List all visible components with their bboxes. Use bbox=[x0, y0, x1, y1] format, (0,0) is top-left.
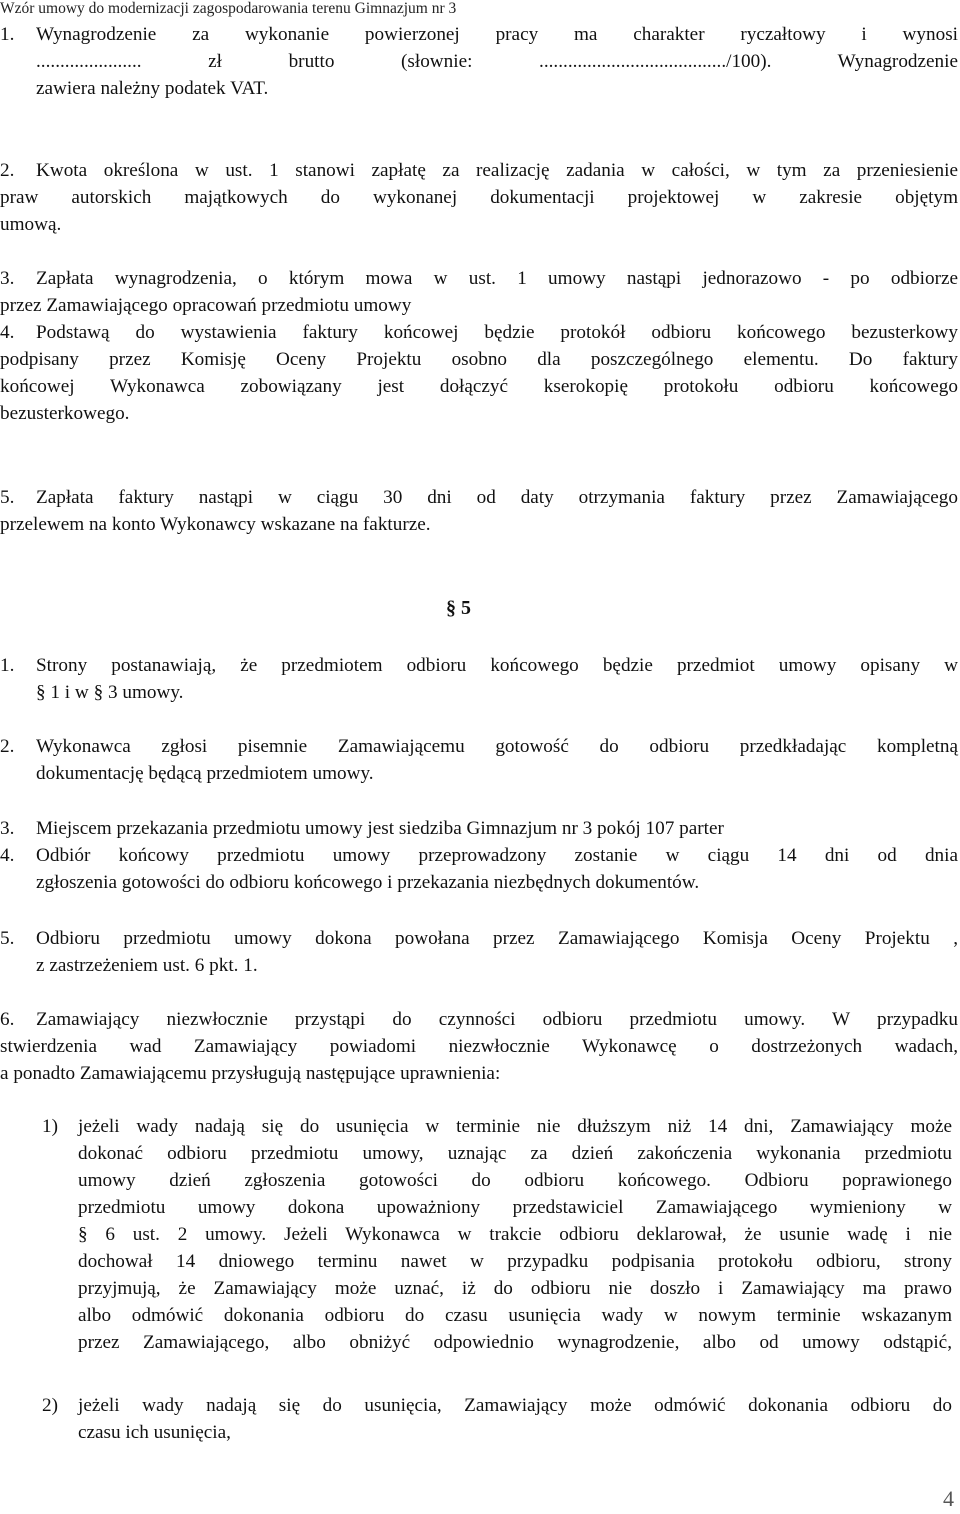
paragraph-line: przez Zamawiającego opracowań przedmiotu umowy bbox=[0, 295, 412, 316]
paragraph-number: 3. bbox=[0, 268, 15, 289]
paragraph-line: Zapłata wynagrodzenia, o którym mowa w ust. 1 umowy nastąpi jednorazowo - po odbiorze bbox=[36, 268, 958, 289]
subitem-line: przedmiotu umowy dokona upoważniony przedstawiciel Zamawiającego wymieniony w bbox=[78, 1197, 952, 1218]
paragraph-4-3 bbox=[0, 265, 958, 319]
paragraph-line: zgłoszenia gotowości do odbioru końcowego i przekazania niezbędnych dokumentów. bbox=[36, 872, 700, 893]
paragraph-number: 5. bbox=[0, 487, 15, 508]
subitem-line: umowy dzień zgłoszenia gotowości do odbioru końcowego. Odbioru poprawionego bbox=[78, 1170, 952, 1191]
page-header: Wzór umowy do modernizacji zagospodarowania terenu Gimnazjum nr 3 bbox=[0, 0, 457, 17]
paragraph-4-4 bbox=[0, 319, 958, 427]
paragraph-line: bezusterkowego. bbox=[0, 403, 130, 424]
paragraph-line: Podstawą do wystawienia faktury końcowej będzie protokół odbioru końcowego bezusterkowy bbox=[36, 322, 958, 343]
paragraph-line: praw autorskich majątkowych do wykonanej dokumentacji projektowej w zakresie objętym bbox=[0, 187, 958, 208]
paragraph-number: 5. bbox=[0, 928, 15, 949]
paragraph-line: stwierdzenia wad Zamawiający powiadomi niezwłocznie Wykonawcę o dostrzeżonych wadach, bbox=[0, 1036, 958, 1057]
paragraph-line: dokumentację będącą przedmiotem umowy. bbox=[36, 763, 374, 784]
paragraph-line: Odbioru przedmiotu umowy dokona powołana przez Zamawiającego Komisja Oceny Projektu , bbox=[36, 928, 958, 949]
paragraph-line: Strony postanawiają, że przedmiotem odbioru końcowego będzie przedmiot umowy opisany w bbox=[36, 655, 958, 676]
paragraph-line: Miejscem przekazania przedmiotu umowy jest siedziba Gimnazjum nr 3 pokój 107 parter bbox=[36, 818, 724, 839]
subitem-line: § 6 ust. 2 umowy. Jeżeli Wykonawca w trakcie odbioru deklarował, że usunie wadę i nie bbox=[78, 1224, 952, 1245]
paragraph-number: 2. bbox=[0, 736, 15, 757]
paragraph-number: 6. bbox=[0, 1009, 15, 1030]
subitem-line: przez Zamawiającego, albo obniżyć odpowiednio wynagrodzenie, albo od umowy odstąpić, bbox=[78, 1332, 952, 1353]
paragraph-line: przelewem na konto Wykonawcy wskazane na fakturze. bbox=[0, 514, 431, 535]
paragraph-5-1 bbox=[0, 652, 958, 706]
paragraph-number: 1. bbox=[0, 655, 15, 676]
paragraph-line: podpisany przez Komisję Oceny Projektu osobno dla poszczególnego elementu. Do faktury bbox=[0, 349, 958, 370]
paragraph-line: § 1 i w § 3 umowy. bbox=[36, 682, 184, 703]
paragraph-line: ...................... zł brutto (słownie: ......................................./100). Wynagrodzenie bbox=[36, 51, 958, 72]
paragraph-number: 4. bbox=[0, 322, 15, 343]
subitem-line: albo odmówić dokonania odbioru do czasu usunięcia wady w nowym terminie wskazanym bbox=[78, 1305, 952, 1326]
paragraph-line: umową. bbox=[0, 214, 62, 235]
paragraph-5-5 bbox=[0, 925, 958, 979]
paragraph-4-2 bbox=[0, 157, 958, 238]
paragraph-line: zawiera należny podatek VAT. bbox=[36, 78, 269, 99]
paragraph-4-5 bbox=[0, 484, 958, 538]
subitem-line: dokonać odbioru przedmiotu umowy, uznając za dzień zakończenia wykonania przedmiotu bbox=[78, 1143, 952, 1164]
paragraph-line: Zapłata faktury nastąpi w ciągu 30 dni od daty otrzymania faktury przez Zamawiającego bbox=[36, 487, 958, 508]
subitem-number: 2) bbox=[42, 1395, 58, 1416]
paragraph-line: Zamawiający niezwłocznie przystąpi do czynności odbioru przedmiotu umowy. W przypadku bbox=[36, 1009, 958, 1030]
paragraph-5-3 bbox=[0, 815, 958, 842]
paragraph-line: Kwota określona w ust. 1 stanowi zapłatę za realizację zadania w całości, w tym za przeniesienie bbox=[36, 160, 958, 181]
page-number: 4 bbox=[943, 1486, 954, 1511]
paragraph-5-2 bbox=[0, 733, 958, 787]
paragraph-line: Wykonawca zgłosi pisemnie Zamawiającemu gotowość do odbioru przedkładając kompletną bbox=[36, 736, 958, 757]
paragraph-line: z zastrzeżeniem ust. 6 pkt. 1. bbox=[36, 955, 258, 976]
paragraph-line: a ponadto Zamawiającemu przysługują następujące uprawnienia: bbox=[0, 1063, 501, 1084]
subitem-line: jeżeli wady nadają się do usunięcia w terminie nie dłuższym niż 14 dni, Zamawiający może bbox=[78, 1116, 952, 1137]
paragraph-5-6 bbox=[0, 1006, 958, 1087]
paragraph-5-4 bbox=[0, 842, 958, 896]
subitem-1 bbox=[42, 1113, 952, 1356]
paragraph-line: Odbiór końcowy przedmiotu umowy przeprowadzony zostanie w ciągu 14 dni od dnia bbox=[36, 845, 958, 866]
paragraph-number: 2. bbox=[0, 160, 15, 181]
paragraph-4-1 bbox=[0, 21, 958, 102]
paragraph-line: Wynagrodzenie za wykonanie powierzonej pracy ma charakter ryczałtowy i wynosi bbox=[36, 24, 958, 45]
paragraph-line: końcowej Wykonawca zobowiązany jest dołączyć kserokopię protokołu odbioru końcowego bbox=[0, 376, 958, 397]
subitem-line: przyjmują, że Zamawiający może uznać, iż do odbioru nie doszło i Zamawiający ma prawo bbox=[78, 1278, 952, 1299]
section-heading: § 5 bbox=[446, 597, 471, 619]
paragraph-number: 1. bbox=[0, 24, 15, 45]
subitem-number: 1) bbox=[42, 1116, 58, 1137]
paragraph-number: 4. bbox=[0, 845, 15, 866]
subitem-line: czasu ich usunięcia, bbox=[78, 1422, 231, 1443]
subitem-line: jeżeli wady nadają się do usunięcia, Zamawiający może odmówić dokonania odbioru do bbox=[78, 1395, 952, 1416]
subitem-line: dochował 14 dniowego terminu nawet w przypadku podpisania protokołu odbioru, strony bbox=[78, 1251, 952, 1272]
subitem-2 bbox=[42, 1392, 952, 1446]
paragraph-number: 3. bbox=[0, 818, 15, 839]
